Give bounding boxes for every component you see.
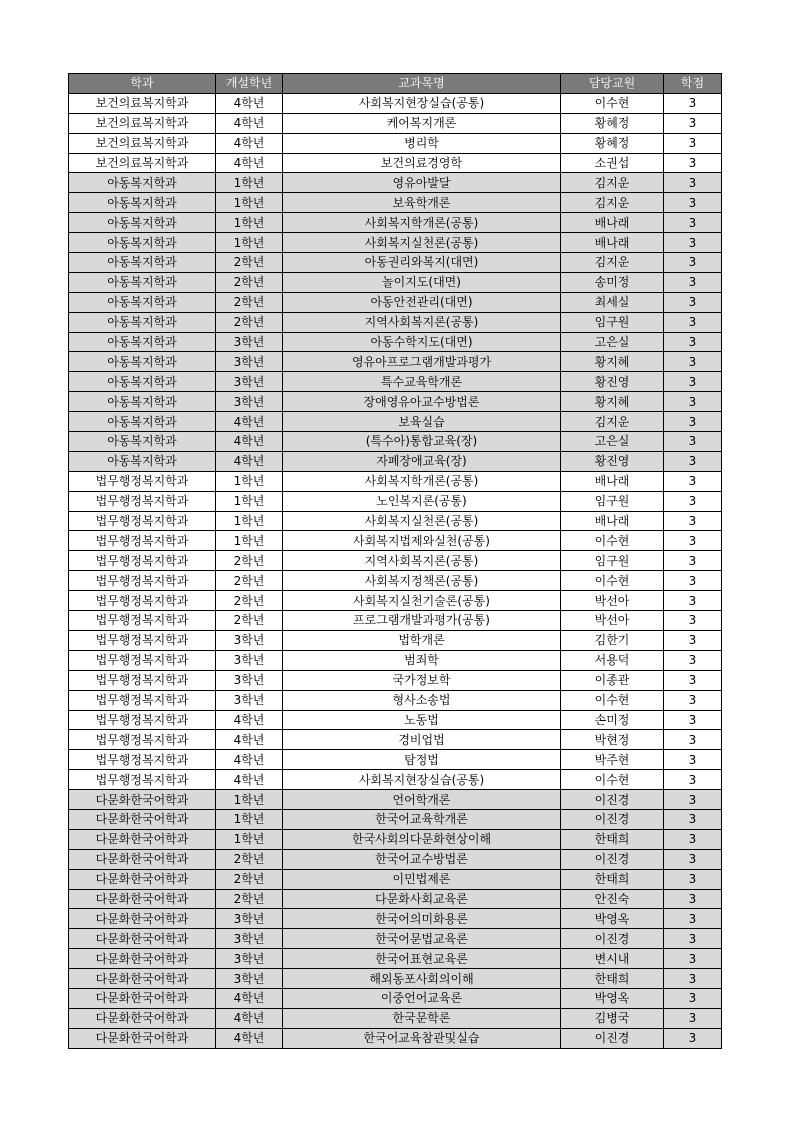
course-cell: 한국어교수방법론 [283, 849, 561, 869]
course-cell: 경비업법 [283, 730, 561, 750]
credit-cell: 3 [664, 213, 722, 233]
dept-cell: 법무행정복지학과 [69, 511, 216, 531]
year-cell: 4학년 [216, 412, 283, 432]
course-cell: 사회복지현장실습(공통) [283, 770, 561, 790]
professor-cell: 임구원 [561, 491, 664, 511]
dept-cell: 법무행정복지학과 [69, 591, 216, 611]
table-row [69, 611, 722, 631]
table-row [69, 809, 722, 829]
professor-cell: 황혜정 [561, 113, 664, 133]
credit-cell: 3 [664, 412, 722, 432]
dept-cell: 다문화한국어학과 [69, 949, 216, 969]
professor-cell: 박선아 [561, 591, 664, 611]
credit-cell: 3 [664, 949, 722, 969]
course-cell: 보육실습 [283, 412, 561, 432]
year-cell: 1학년 [216, 809, 283, 829]
course-cell: 보육학개론 [283, 193, 561, 213]
table-row [69, 1008, 722, 1028]
year-cell: 2학년 [216, 571, 283, 591]
professor-cell: 박주현 [561, 750, 664, 770]
credit-cell: 3 [664, 372, 722, 392]
professor-cell: 변시내 [561, 949, 664, 969]
year-cell: 4학년 [216, 730, 283, 750]
credit-cell: 3 [664, 312, 722, 332]
professor-cell: 서용덕 [561, 650, 664, 670]
dept-cell: 법무행정복지학과 [69, 471, 216, 491]
credit-cell: 3 [664, 988, 722, 1008]
dept-cell: 다문화한국어학과 [69, 790, 216, 810]
dept-cell: 보건의료복지학과 [69, 113, 216, 133]
course-cell: 이민법제론 [283, 869, 561, 889]
dept-cell: 다문화한국어학과 [69, 809, 216, 829]
year-cell: 2학년 [216, 292, 283, 312]
year-cell: 3학년 [216, 949, 283, 969]
year-cell: 2학년 [216, 611, 283, 631]
dept-cell: 법무행정복지학과 [69, 571, 216, 591]
table-row [69, 312, 722, 332]
professor-cell: 고은실 [561, 432, 664, 452]
professor-cell: 이진경 [561, 849, 664, 869]
dept-cell: 법무행정복지학과 [69, 770, 216, 790]
table-row [69, 969, 722, 989]
professor-cell: 이종관 [561, 670, 664, 690]
table-row [69, 153, 722, 173]
credit-cell: 3 [664, 790, 722, 810]
year-cell: 3학년 [216, 332, 283, 352]
table-row [69, 630, 722, 650]
credit-cell: 3 [664, 491, 722, 511]
table-row [69, 432, 722, 452]
table-row [69, 451, 722, 471]
dept-cell: 법무행정복지학과 [69, 710, 216, 730]
dept-cell: 보건의료복지학과 [69, 153, 216, 173]
dept-cell: 법무행정복지학과 [69, 611, 216, 631]
course-cell: 프로그램개발과평가(공통) [283, 611, 561, 631]
credit-cell: 3 [664, 93, 722, 113]
credit-cell: 3 [664, 352, 722, 372]
dept-cell: 법무행정복지학과 [69, 551, 216, 571]
course-cell: 한국문학론 [283, 1008, 561, 1028]
course-cell: 영유아발달 [283, 173, 561, 193]
course-cell: 국가정보학 [283, 670, 561, 690]
table-row [69, 710, 722, 730]
credit-cell: 3 [664, 670, 722, 690]
table-row [69, 113, 722, 133]
course-cell: 특수교육학개론 [283, 372, 561, 392]
professor-cell: 이수현 [561, 770, 664, 790]
table-row [69, 352, 722, 372]
dept-cell: 아동복지학과 [69, 173, 216, 193]
professor-cell: 한태희 [561, 829, 664, 849]
credit-cell: 3 [664, 233, 722, 253]
dept-cell: 다문화한국어학과 [69, 909, 216, 929]
year-cell: 2학년 [216, 591, 283, 611]
table-row [69, 412, 722, 432]
professor-cell: 배나래 [561, 213, 664, 233]
year-cell: 2학년 [216, 312, 283, 332]
table-row [69, 571, 722, 591]
course-cell: 아동수학지도(대면) [283, 332, 561, 352]
table-row [69, 909, 722, 929]
professor-cell: 이수현 [561, 531, 664, 551]
table-row [69, 889, 722, 909]
table-row [69, 193, 722, 213]
year-cell: 3학년 [216, 352, 283, 372]
professor-cell: 박영옥 [561, 988, 664, 1008]
table-row [69, 730, 722, 750]
course-cell: 지역사회복지론(공통) [283, 312, 561, 332]
table-row [69, 670, 722, 690]
professor-cell: 이진경 [561, 929, 664, 949]
credit-cell: 3 [664, 690, 722, 710]
professor-cell: 이수현 [561, 93, 664, 113]
professor-cell: 이수현 [561, 571, 664, 591]
professor-cell: 김한기 [561, 630, 664, 650]
dept-cell: 법무행정복지학과 [69, 750, 216, 770]
table-row [69, 790, 722, 810]
year-cell: 3학년 [216, 392, 283, 412]
table-row [69, 233, 722, 253]
table-row [69, 829, 722, 849]
year-cell: 3학년 [216, 690, 283, 710]
professor-cell: 황혜정 [561, 133, 664, 153]
table-row [69, 471, 722, 491]
course-cell: 병리학 [283, 133, 561, 153]
professor-cell: 이진경 [561, 809, 664, 829]
table-row [69, 511, 722, 531]
year-cell: 4학년 [216, 988, 283, 1008]
credit-cell: 3 [664, 889, 722, 909]
dept-cell: 다문화한국어학과 [69, 1008, 216, 1028]
dept-cell: 아동복지학과 [69, 213, 216, 233]
professor-cell: 김지운 [561, 253, 664, 273]
table-row [69, 1028, 722, 1048]
credit-cell: 3 [664, 1028, 722, 1048]
year-cell: 4학년 [216, 1028, 283, 1048]
credit-cell: 3 [664, 909, 722, 929]
dept-cell: 아동복지학과 [69, 292, 216, 312]
course-cell: 사회복지정책론(공통) [283, 571, 561, 591]
credit-cell: 3 [664, 432, 722, 452]
course-cell: 다문화사회교육론 [283, 889, 561, 909]
dept-cell: 아동복지학과 [69, 193, 216, 213]
year-cell: 1학년 [216, 531, 283, 551]
table-row [69, 929, 722, 949]
dept-cell: 아동복지학과 [69, 272, 216, 292]
header-row [69, 74, 722, 94]
credit-cell: 3 [664, 292, 722, 312]
year-cell: 4학년 [216, 153, 283, 173]
course-cell: 자폐장애교육(장) [283, 451, 561, 471]
header-dept: 학과 [69, 74, 216, 94]
professor-cell: 황진영 [561, 372, 664, 392]
dept-cell: 다문화한국어학과 [69, 969, 216, 989]
dept-cell: 다문화한국어학과 [69, 889, 216, 909]
year-cell: 1학년 [216, 511, 283, 531]
year-cell: 4학년 [216, 113, 283, 133]
credit-cell: 3 [664, 770, 722, 790]
credit-cell: 3 [664, 1008, 722, 1028]
table-row [69, 392, 722, 412]
course-cell: 장애영유아교수방법론 [283, 392, 561, 412]
table-row [69, 988, 722, 1008]
dept-cell: 아동복지학과 [69, 253, 216, 273]
year-cell: 4학년 [216, 432, 283, 452]
table-row [69, 770, 722, 790]
dept-cell: 법무행정복지학과 [69, 650, 216, 670]
professor-cell: 송미정 [561, 272, 664, 292]
professor-cell: 황진영 [561, 451, 664, 471]
professor-cell: 김지운 [561, 193, 664, 213]
course-cell: 사회복지실천론(공통) [283, 233, 561, 253]
year-cell: 2학년 [216, 869, 283, 889]
course-cell: 한국사회의다문화현상이해 [283, 829, 561, 849]
course-cell: 탐정법 [283, 750, 561, 770]
professor-cell: 임구원 [561, 312, 664, 332]
year-cell: 2학년 [216, 253, 283, 273]
credit-cell: 3 [664, 471, 722, 491]
professor-cell: 박현정 [561, 730, 664, 750]
credit-cell: 3 [664, 630, 722, 650]
dept-cell: 다문화한국어학과 [69, 869, 216, 889]
course-cell: 한국어교육학개론 [283, 809, 561, 829]
year-cell: 1학년 [216, 193, 283, 213]
year-cell: 2학년 [216, 849, 283, 869]
dept-cell: 아동복지학과 [69, 233, 216, 253]
year-cell: 4학년 [216, 133, 283, 153]
table-row [69, 272, 722, 292]
course-cell: 아동안전관리(대면) [283, 292, 561, 312]
header-credit: 학점 [664, 74, 722, 94]
credit-cell: 3 [664, 332, 722, 352]
course-cell: 범죄학 [283, 650, 561, 670]
dept-cell: 법무행정복지학과 [69, 630, 216, 650]
table-row [69, 372, 722, 392]
course-cell: 사회복지학개론(공통) [283, 471, 561, 491]
credit-cell: 3 [664, 809, 722, 829]
course-cell: 지역사회복지론(공통) [283, 551, 561, 571]
course-cell: 노인복지론(공통) [283, 491, 561, 511]
year-cell: 2학년 [216, 272, 283, 292]
year-cell: 3학년 [216, 670, 283, 690]
table-row [69, 690, 722, 710]
dept-cell: 보건의료복지학과 [69, 93, 216, 113]
credit-cell: 3 [664, 253, 722, 273]
year-cell: 1학년 [216, 173, 283, 193]
professor-cell: 이수현 [561, 690, 664, 710]
credit-cell: 3 [664, 849, 722, 869]
dept-cell: 아동복지학과 [69, 332, 216, 352]
professor-cell: 소권섭 [561, 153, 664, 173]
course-cell: 한국어교육참관및실습 [283, 1028, 561, 1048]
header-professor: 담당교원 [561, 74, 664, 94]
dept-cell: 아동복지학과 [69, 412, 216, 432]
course-cell: 이중언어교육론 [283, 988, 561, 1008]
year-cell: 3학년 [216, 969, 283, 989]
year-cell: 4학년 [216, 750, 283, 770]
year-cell: 1학년 [216, 790, 283, 810]
credit-cell: 3 [664, 272, 722, 292]
dept-cell: 법무행정복지학과 [69, 730, 216, 750]
course-cell: 사회복지학개론(공통) [283, 213, 561, 233]
table-row [69, 93, 722, 113]
dept-cell: 아동복지학과 [69, 432, 216, 452]
dept-cell: 보건의료복지학과 [69, 133, 216, 153]
year-cell: 1학년 [216, 829, 283, 849]
course-cell: 언어학개론 [283, 790, 561, 810]
dept-cell: 아동복지학과 [69, 312, 216, 332]
professor-cell: 한태희 [561, 969, 664, 989]
credit-cell: 3 [664, 511, 722, 531]
header-course: 교과목명 [283, 74, 561, 94]
course-cell: 사회복지현장실습(공통) [283, 93, 561, 113]
year-cell: 4학년 [216, 770, 283, 790]
table-row [69, 133, 722, 153]
course-cell: 한국어의미화용론 [283, 909, 561, 929]
dept-cell: 다문화한국어학과 [69, 829, 216, 849]
table-row [69, 491, 722, 511]
credit-cell: 3 [664, 571, 722, 591]
dept-cell: 법무행정복지학과 [69, 531, 216, 551]
credit-cell: 3 [664, 750, 722, 770]
dept-cell: 다문화한국어학과 [69, 929, 216, 949]
table-row [69, 213, 722, 233]
credit-cell: 3 [664, 650, 722, 670]
professor-cell: 배나래 [561, 233, 664, 253]
course-cell: 케어복지개론 [283, 113, 561, 133]
table-row [69, 750, 722, 770]
course-cell: 법학개론 [283, 630, 561, 650]
year-cell: 1학년 [216, 491, 283, 511]
credit-cell: 3 [664, 531, 722, 551]
year-cell: 3학년 [216, 630, 283, 650]
professor-cell: 황지혜 [561, 352, 664, 372]
credit-cell: 3 [664, 969, 722, 989]
course-cell: 한국어문법교육론 [283, 929, 561, 949]
credit-cell: 3 [664, 173, 722, 193]
professor-cell: 고은실 [561, 332, 664, 352]
dept-cell: 다문화한국어학과 [69, 1028, 216, 1048]
credit-cell: 3 [664, 591, 722, 611]
course-cell: 해외동포사회의이해 [283, 969, 561, 989]
course-cell: 영유아프로그램개발과평가 [283, 352, 561, 372]
table-row [69, 869, 722, 889]
year-cell: 4학년 [216, 93, 283, 113]
table-row [69, 949, 722, 969]
year-cell: 2학년 [216, 889, 283, 909]
header-year: 개설학년 [216, 74, 283, 94]
professor-cell: 김병국 [561, 1008, 664, 1028]
table-row [69, 253, 722, 273]
table-row [69, 849, 722, 869]
professor-cell: 황지혜 [561, 392, 664, 412]
table-row [69, 173, 722, 193]
table-row [69, 332, 722, 352]
professor-cell: 박영옥 [561, 909, 664, 929]
credit-cell: 3 [664, 551, 722, 571]
professor-cell: 손미정 [561, 710, 664, 730]
credit-cell: 3 [664, 829, 722, 849]
professor-cell: 김지운 [561, 412, 664, 432]
course-cell: 사회복지실천론(공통) [283, 511, 561, 531]
credit-cell: 3 [664, 113, 722, 133]
professor-cell: 박선아 [561, 611, 664, 631]
course-cell: 사회복지실천기술론(공통) [283, 591, 561, 611]
table-row [69, 531, 722, 551]
professor-cell: 이진경 [561, 790, 664, 810]
year-cell: 1학년 [216, 213, 283, 233]
professor-cell: 배나래 [561, 471, 664, 491]
professor-cell: 김지운 [561, 173, 664, 193]
professor-cell: 이진경 [561, 1028, 664, 1048]
credit-cell: 3 [664, 929, 722, 949]
dept-cell: 법무행정복지학과 [69, 491, 216, 511]
credit-cell: 3 [664, 710, 722, 730]
year-cell: 3학년 [216, 650, 283, 670]
dept-cell: 아동복지학과 [69, 392, 216, 412]
credit-cell: 3 [664, 392, 722, 412]
year-cell: 3학년 [216, 929, 283, 949]
course-cell: 형사소송법 [283, 690, 561, 710]
table-body [69, 93, 722, 1048]
course-cell: 놀이지도(대면) [283, 272, 561, 292]
year-cell: 3학년 [216, 372, 283, 392]
table-row [69, 591, 722, 611]
table-row [69, 551, 722, 571]
credit-cell: 3 [664, 133, 722, 153]
table-row [69, 292, 722, 312]
year-cell: 4학년 [216, 710, 283, 730]
credit-cell: 3 [664, 193, 722, 213]
professor-cell: 배나래 [561, 511, 664, 531]
course-cell: 노동법 [283, 710, 561, 730]
dept-cell: 다문화한국어학과 [69, 988, 216, 1008]
course-cell: 보건의료경영학 [283, 153, 561, 173]
year-cell: 1학년 [216, 471, 283, 491]
professor-cell: 임구원 [561, 551, 664, 571]
year-cell: 1학년 [216, 233, 283, 253]
credit-cell: 3 [664, 451, 722, 471]
dept-cell: 다문화한국어학과 [69, 849, 216, 869]
dept-cell: 법무행정복지학과 [69, 690, 216, 710]
credit-cell: 3 [664, 869, 722, 889]
dept-cell: 아동복지학과 [69, 451, 216, 471]
course-cell: 사회복지법제와실천(공통) [283, 531, 561, 551]
year-cell: 4학년 [216, 451, 283, 471]
dept-cell: 아동복지학과 [69, 352, 216, 372]
course-cell: 아동권리와복지(대면) [283, 253, 561, 273]
dept-cell: 법무행정복지학과 [69, 670, 216, 690]
credit-cell: 3 [664, 153, 722, 173]
course-cell: (특수아)통합교육(장) [283, 432, 561, 452]
year-cell: 4학년 [216, 1008, 283, 1028]
professor-cell: 안진숙 [561, 889, 664, 909]
course-table [68, 73, 722, 1049]
course-cell: 한국어표현교육론 [283, 949, 561, 969]
credit-cell: 3 [664, 730, 722, 750]
credit-cell: 3 [664, 611, 722, 631]
table-row [69, 650, 722, 670]
year-cell: 2학년 [216, 551, 283, 571]
professor-cell: 최세실 [561, 292, 664, 312]
dept-cell: 아동복지학과 [69, 372, 216, 392]
year-cell: 3학년 [216, 909, 283, 929]
professor-cell: 한태희 [561, 869, 664, 889]
